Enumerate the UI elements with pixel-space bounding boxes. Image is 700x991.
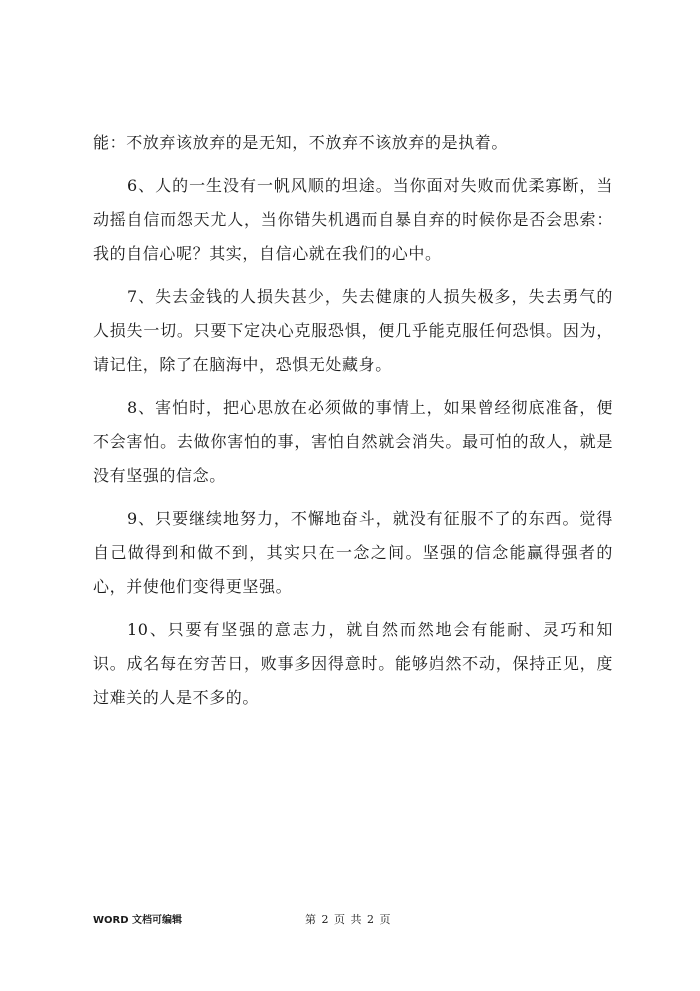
paragraph-item-6: 6、人的一生没有一帆风顺的坦途。当你面对失败而优柔寡断，当动摇自信而怨天尤人，当你错失机遇而自暴自弃的时候你是否会思索：我的自信心呢？其实，自信心就在我们的心中。 (93, 176, 613, 263)
paragraph-item-10: 10、只要有坚强的意志力，就自然而然地会有能耐、灵巧和知识。成名每在穷苦日，败事多因得意时。能够岿然不动，保持正见，度过难关的人是不多的。 (93, 620, 613, 707)
page-footer (0, 911, 700, 931)
paragraph-item-7: 7、失去金钱的人损失甚少，失去健康的人损失极多，失去勇气的人损失一切。只要下定决心克服恐惧，便几乎能克服任何恐惧。因为，请记住，除了在脑海中，恐惧无处藏身。 (93, 287, 613, 374)
paragraph-item-9: 9、只要继续地努力，不懈地奋斗，就没有征服不了的东西。觉得自己做得到和做不到，其实只在一念之间。坚强的信念能赢得强者的心，并使他们变得更坚强。 (93, 509, 613, 596)
footer-editable-note: WORD 文档可编辑 (93, 915, 183, 926)
paragraph-continuation: 能：不放弃该放弃的是无知，不放弃不该放弃的是执着。 (93, 133, 509, 152)
page-number: 第 2 页 共 2 页 (305, 913, 392, 926)
document-body (93, 126, 613, 724)
paragraph-item-8: 8、害怕时，把心思放在必须做的事情上，如果曾经彻底准备，便不会害怕。去做你害怕的事，害怕自然就会消失。最可怕的敌人，就是没有坚强的信念。 (93, 398, 613, 485)
